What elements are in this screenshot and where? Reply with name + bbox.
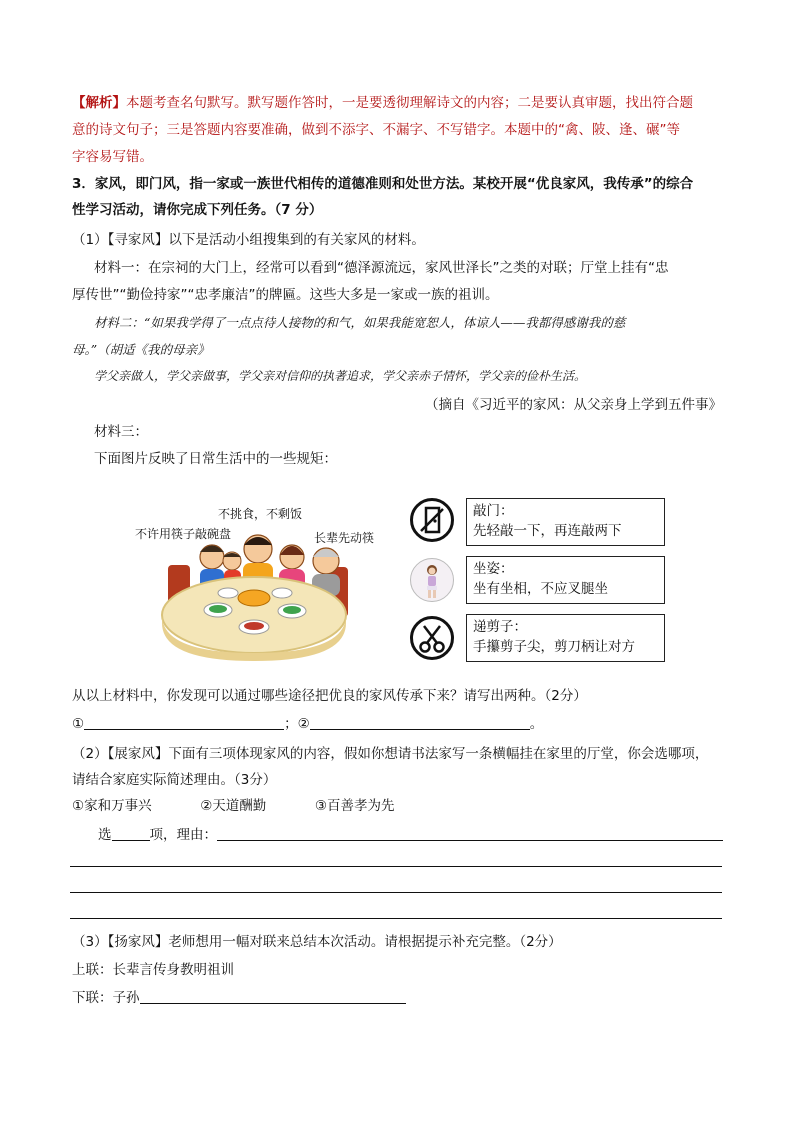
scissors-icon: [410, 616, 454, 660]
part2-title-2: 请结合家庭实际简述理由。（3分）: [72, 772, 277, 788]
question3-stem-1: 3．家风，即门风，指一家或一族世代相传的道德准则和处世方法。某校开展“优良家风，我传承”的综合: [72, 176, 694, 192]
lower-couplet: 下联：子孙: [72, 988, 406, 1008]
rule-title-scissors: 递剪子：: [473, 619, 527, 635]
part3-title: （3）【扬家风】老师想用一幅对联来总结本次活动。请根据提示补充完整。（2分）: [72, 934, 562, 950]
material3-description: 下面图片反映了日常生活中的一些规矩：: [94, 451, 337, 467]
analysis-line-1: 【解析】本题考查名句默写。默写题作答时，一是要透彻理解诗文的内容；二是要认真审题，找出符合题: [72, 95, 693, 111]
rule-title-knock: 敲门：: [473, 503, 514, 519]
lower-couplet-blank[interactable]: [140, 989, 406, 1004]
question3-stem-2: 性学习活动，请你完成下列任务。（7 分）: [72, 202, 323, 218]
part1-question: 从以上材料中，你发现可以通过哪些途径把优良的家风传承下来？请写出两种。（2分）: [72, 688, 587, 704]
material3-title: 材料三：: [94, 424, 148, 440]
answer-rule-1[interactable]: [70, 866, 722, 867]
answer-rule-3[interactable]: [70, 918, 722, 919]
part1-title: （1）【寻家风】以下是活动小组搜集到的有关家风的材料。: [72, 232, 425, 248]
part1-answer-blanks: ① ；② 。: [72, 716, 544, 732]
material2-line-1: 材料二：“如果我学得了一点点待人接物的和气，如果我能宽恕人，体谅人——我都得感谢我的慈: [94, 315, 626, 330]
material2-source: （摘自《习近平的家风：从父亲身上学到五件事》: [425, 397, 722, 413]
material1-line-2: 厚传世”“勤俭持家”“忠孝廉洁”的牌匾。这些大多是一家或一族的祖训。: [72, 287, 499, 303]
rule-text-sitting: 坐有坐相，不应叉腿坐: [473, 581, 608, 597]
rule-title-sitting: 坐姿：: [473, 561, 514, 577]
material1-line-1: 材料一：在宗祠的大门上，经常可以看到“德泽源流远，家风世泽长”之类的对联；厅堂上挂有“忠: [94, 260, 669, 276]
part2-title-1: （2）【展家风】下面有三项体现家风的内容，假如你想请书法家写一条横幅挂在家里的厅堂，你会选哪项，: [72, 746, 709, 762]
option-2: ②天道酬勤: [200, 798, 267, 814]
knock-door-icon: [410, 498, 454, 542]
answer-blank-1[interactable]: [84, 715, 284, 730]
answer-blank-2[interactable]: [310, 715, 530, 730]
dinner-scene-svg: [130, 495, 370, 665]
round-table: [162, 577, 346, 653]
rule-box-scissors: [466, 614, 665, 662]
option-1: ①家和万事兴: [72, 798, 152, 814]
part2-answer-line: 选 项，理由：: [98, 825, 723, 845]
sitting-girl-icon: [410, 558, 454, 602]
family-dinner-illustration: [130, 495, 375, 665]
part2-options: [72, 796, 395, 816]
rule-text-knock: 先轻敲一下，再连敲两下: [473, 523, 622, 539]
reason-blank[interactable]: [217, 826, 723, 841]
material2-line-3: 学父亲做人，学父亲做事，学父亲对信仰的执著追求，学父亲赤子情怀，学父亲的俭朴生活。: [94, 369, 587, 383]
caption-elders-first: 长辈先动筷: [314, 531, 375, 545]
analysis-tag: 【解析】: [72, 95, 126, 111]
answer-rule-2[interactable]: [70, 892, 722, 893]
rule-text-scissors: 手攥剪子尖，剪刀柄让对方: [473, 639, 635, 655]
analysis-line-2: 意的诗文句子；三是答题内容要准确，做到不添字、不漏字、不写错字。本题中的“禽、陂、逢、碾”等: [72, 122, 680, 138]
caption-no-chopstick-knock: 不许用筷子敲碗盘: [135, 527, 232, 541]
caption-no-picky: 不挑食，不剩饭: [218, 507, 303, 521]
dish-center: [238, 590, 270, 606]
upper-couplet: 上联：长辈言传身教明祖训: [72, 962, 234, 978]
rule-box-knock: [466, 498, 665, 546]
rule-box-sitting: [466, 556, 665, 604]
option-3: ③百善孝为先: [314, 798, 395, 814]
analysis-line-3: 字容易写错。: [72, 149, 153, 165]
material2-line-2: 母。”（胡适《我的母亲》: [72, 342, 210, 357]
choice-blank[interactable]: [112, 826, 150, 841]
